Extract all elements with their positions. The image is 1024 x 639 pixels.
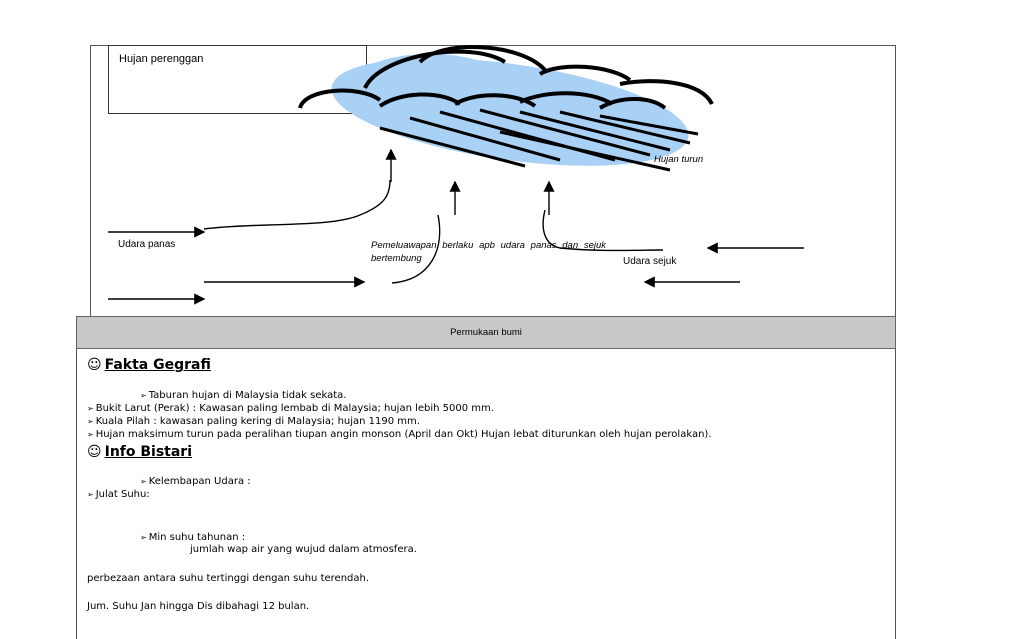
smiley-icon: ☺ (87, 357, 102, 373)
condensation-label: Pemeluawapan berlaku apb udara panas dan sejuk bertembung (371, 240, 606, 264)
info-item: ➢ Julat Suhu: (87, 489, 150, 500)
info-heading: ☺ Info Bistari (87, 444, 193, 460)
cold-air-label: Udara sejuk (623, 256, 677, 267)
info-text: perbezaan antara suhu tertinggi dengan suhu terendah. (87, 573, 370, 584)
arrow-bullet-icon: ➢ (87, 417, 94, 426)
fakta-item: ➢ Kuala Pilah : kawasan paling kering di Malaysia; hujan 1190 mm. (87, 416, 420, 427)
hot-air-label: Udara panas (118, 239, 176, 250)
fakta-item: ➢ Bukit Larut (Perak) : Kawasan paling lembab di Malaysia; hujan lebih 5000 mm. (87, 403, 494, 414)
arrow-bullet-icon: ➢ (140, 533, 147, 542)
smiley-icon: ☺ (87, 444, 102, 460)
warm-air-flow-line (204, 180, 390, 229)
ground-label: Permukaan bumi (450, 327, 522, 338)
info-text: jumlah wap air yang wujud dalam atmosfera. (190, 544, 417, 555)
ground-bar (76, 316, 896, 349)
info-text: Jum. Suhu Jan hingga Dis dibahagi 12 bulan. (87, 601, 310, 612)
arrow-bullet-icon: ➢ (140, 477, 147, 486)
fakta-item: ➢ Taburan hujan di Malaysia tidak sekata. (140, 390, 347, 401)
arrow-bullet-icon: ➢ (87, 404, 94, 413)
info-item: ➢ Kelembapan Udara : (140, 476, 251, 487)
arrow-bullet-icon: ➢ (87, 490, 94, 499)
diagram-title: Hujan perenggan (108, 45, 367, 114)
arrow-bullet-icon: ➢ (140, 391, 147, 400)
rain-falls-label: Hujan turun (654, 154, 704, 165)
fakta-item: ➢ Hujan maksimum turun pada peralihan tiupan angin monson (April dan Okt) Hujan lebat diturunkan oleh hujan perolakan). (87, 429, 712, 440)
fakta-heading: ☺ Fakta Gegrafi (87, 357, 211, 373)
info-item: ➢ Min suhu tahunan : (140, 532, 246, 543)
arrow-bullet-icon: ➢ (87, 430, 94, 439)
